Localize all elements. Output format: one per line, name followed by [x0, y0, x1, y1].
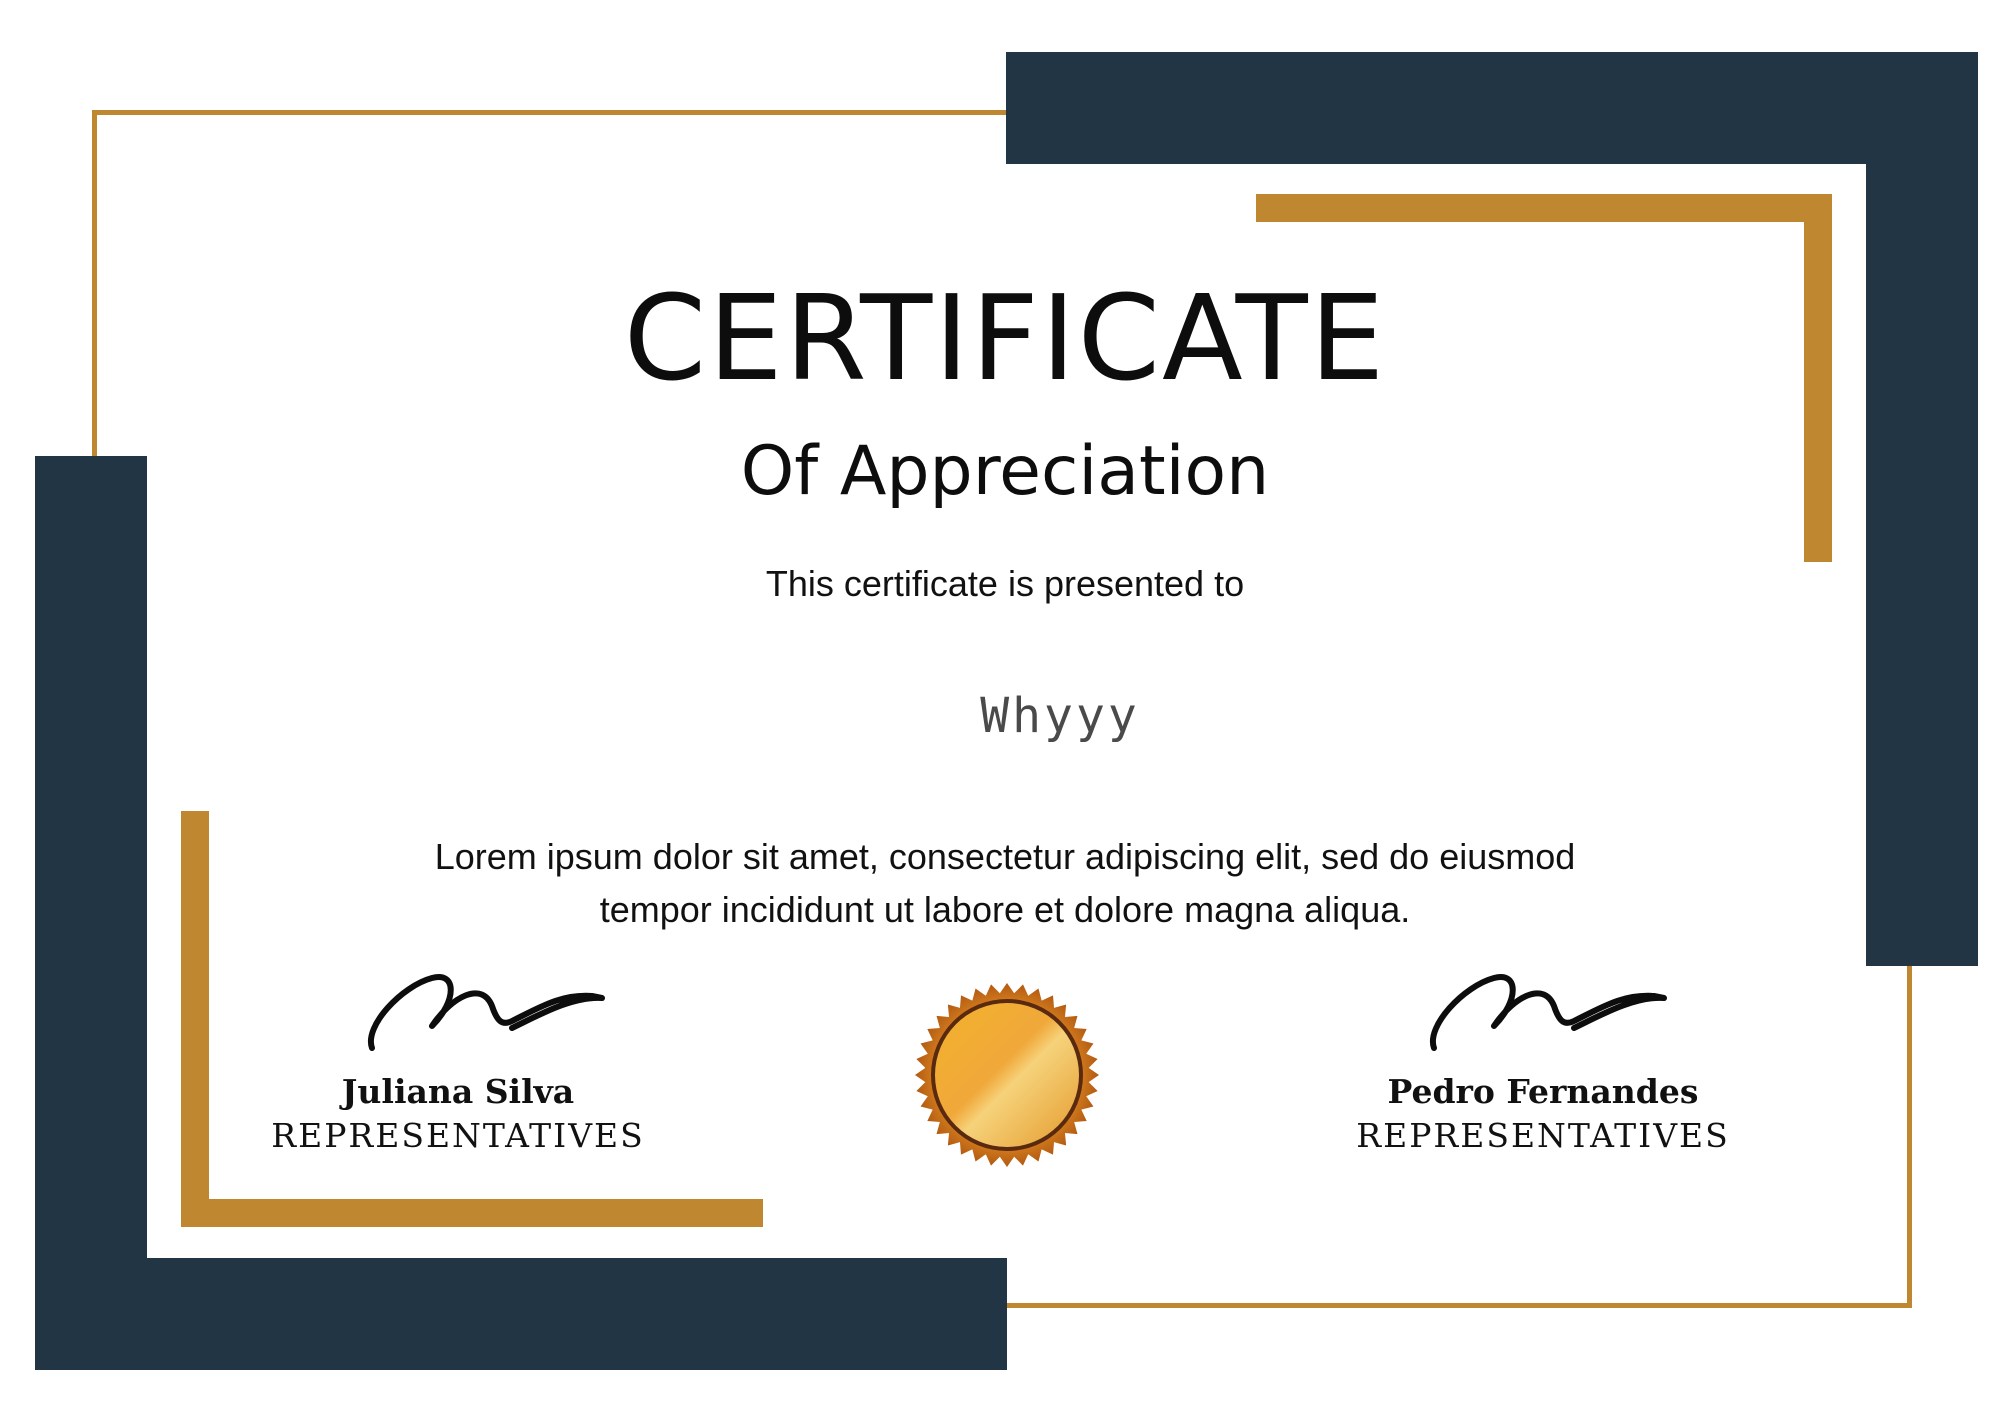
body-line-2: tempor incididunt ut labore et dolore magna aliqua.	[599, 889, 1411, 930]
signature-icon	[362, 966, 622, 1056]
signatory-right	[1293, 1070, 1793, 1158]
signatory-name: Juliana Silva	[341, 1072, 575, 1111]
gold-corner-top-right-horizontal	[1256, 194, 1832, 222]
signatory-left	[208, 1070, 708, 1158]
gold-corner-bottom-left-horizontal	[181, 1199, 763, 1227]
signatory-role: REPRESENTATIVES	[1356, 1116, 1730, 1155]
certificate-title: CERTIFICATE	[623, 269, 1387, 407]
recipient-name: Whyyy	[980, 688, 1140, 744]
presented-to-text: This certificate is presented to	[765, 563, 1245, 604]
signatory-name: Pedro Fernandes	[1387, 1072, 1699, 1111]
gold-corner-bottom-left-vertical	[181, 811, 209, 1227]
certificate-subtitle: Of Appreciation	[740, 432, 1270, 511]
gold-seal-icon	[912, 980, 1102, 1170]
certificate-body	[360, 830, 1650, 936]
signatory-role: REPRESENTATIVES	[271, 1116, 645, 1155]
body-line-1: Lorem ipsum dolor sit amet, consectetur adipiscing elit, sed do eiusmod	[434, 836, 1576, 877]
navy-corner-top-right-horizontal	[1006, 52, 1978, 164]
navy-corner-bottom-left-horizontal	[35, 1258, 1007, 1370]
signature-icon	[1424, 966, 1684, 1056]
